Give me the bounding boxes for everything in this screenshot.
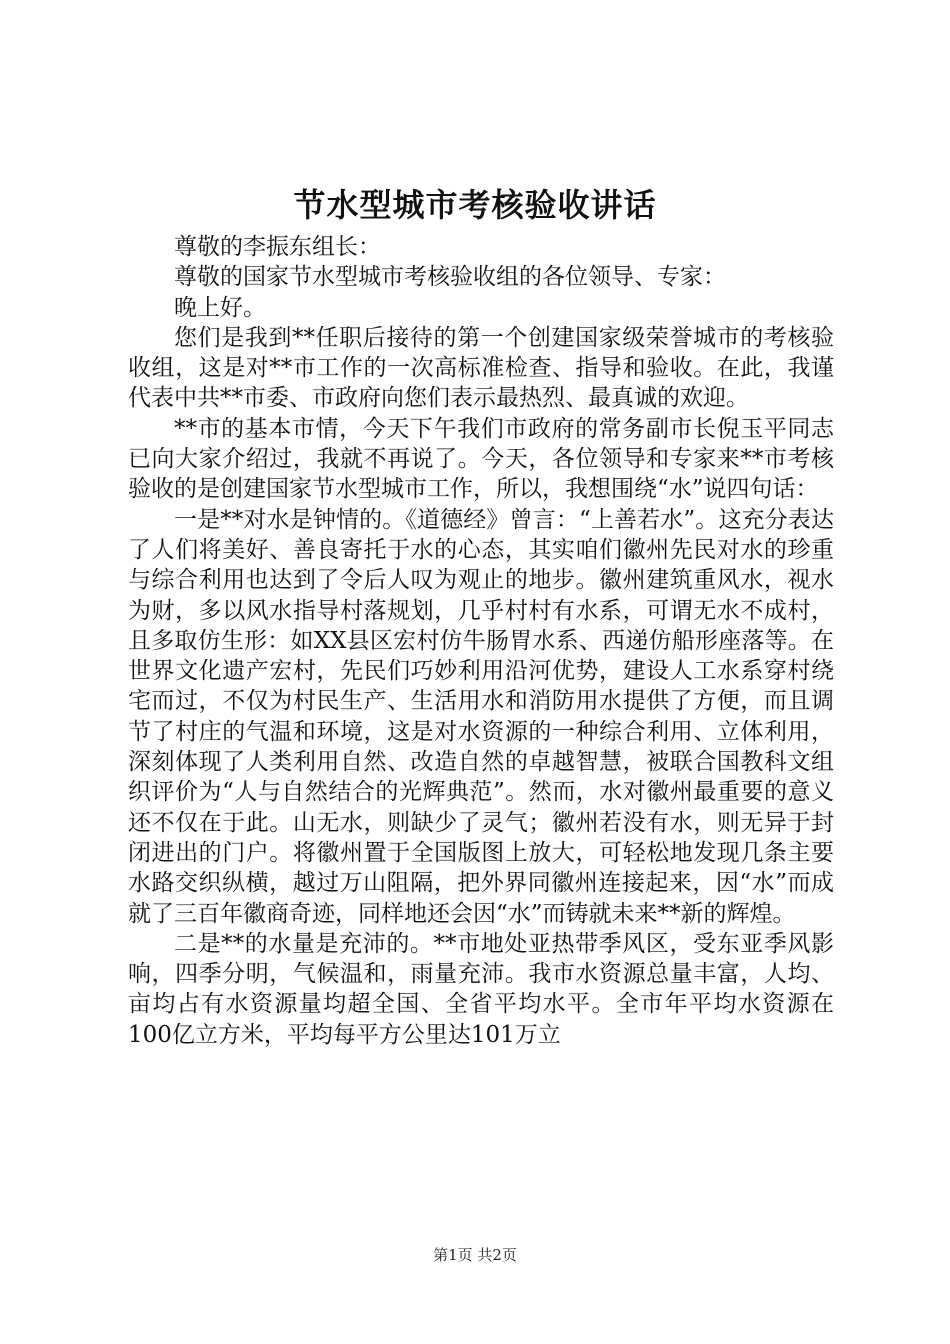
paragraph-welcome: 您们是我到**任职后接待的第一个创建国家级荣誉城市的考核验收组，这是对**市工作的一次高标准检查、指导和验收。在此，我谨代表中共**市委、市政府向您们表示最热烈、最真诚的欢迎。 [128,324,834,412]
page-number: 第1页 共2页 [433,1246,517,1264]
document-title: 节水型城市考核验收讲话 [293,186,657,224]
salutation-leader: 尊敬的李振东组长： [174,234,381,260]
document-body [128,232,834,1050]
greeting: 晚上好。 [174,294,266,321]
salutation-group: 尊敬的国家节水型城市考核验收组的各位领导、专家： [174,264,726,291]
paragraph-intro: **市的基本市情，今天下午我们市政府的常务副市长倪玉平同志已向大家介绍过，我就不再说了。今天，各位领导和专家来**市考核验收的是创建国家节水型城市工作，所以，我想围绕“水”说四句话： [128,415,834,503]
paragraph-point-one: 一是**对水是钟情的。《道德经》曾言：“上善若水”。这充分表达了人们将美好、善良寄托于水的心态，其实咱们徽州先民对水的珍重与综合利用也达到了令后人叹为观止的地步。徽州建筑重风水，视水为财，多以风水指导村落规划，几乎村村有水系，可谓无水不成村，且多取仿生形：如XX县区宏村仿牛肠胃水系、西递仿船形座落等。在世界文化遗产宏村，先民们巧妙利用沿河优势，建设人工水系穿村绕宅而过，不仅为村民生产、生活用水和消防用水提供了方便，而且调节了村庄的气温和环境，这是对水资源的一种综合利用、立体利用，深刻体现了人类利用自然、改造自然的卓越智慧，被联合国教科文组织评价为“人与自然结合的光辉典范”。然而，水对徽州最重要的意义还不仅在于此。山无水，则缺少了灵气；徽州若没有水，则无异于封闭进出的门户。将徽州置于全国版图上放大，可轻松地发现几条主要水路交织纵横，越过万山阻隔，把外界同徽州连接起来，因“水”而成就了三百年徽商奇迹，同样地还会因“水”而铸就未来**新的辉煌。 [128,506,834,927]
paragraph-point-two: 二是**的水量是充沛的。**市地处亚热带季风区，受东亚季风影响，四季分明，气候温和，雨量充沛。我市水资源总量丰富，人均、亩均占有水资源量均超全国、全省平均水平。全市年平均水资源在100亿立方米，平均每平方公里达101万立 [128,930,834,1048]
